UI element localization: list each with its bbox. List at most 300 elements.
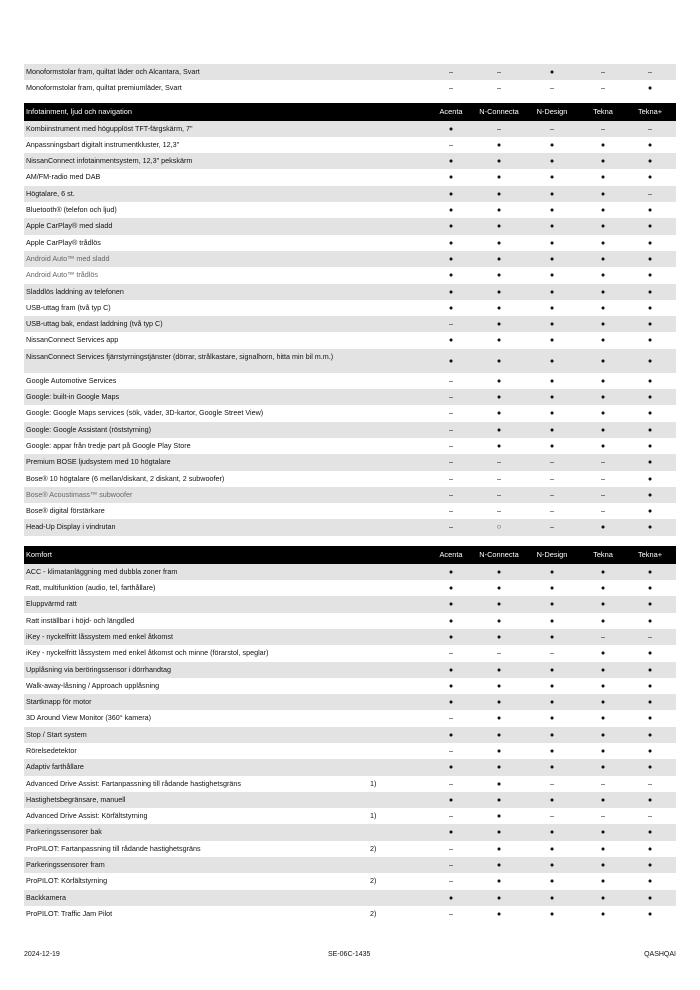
standard-mark: ● bbox=[647, 424, 653, 434]
row-label: Head-Up Display i vindrutan bbox=[26, 522, 116, 532]
not-available-mark: – bbox=[648, 67, 652, 76]
row-label: Google: appar från tredje part på Google Play Store bbox=[26, 440, 191, 450]
standard-mark: ● bbox=[600, 908, 606, 918]
not-available-mark: – bbox=[449, 319, 453, 329]
standard-mark: ● bbox=[647, 375, 653, 385]
standard-mark: ● bbox=[647, 253, 653, 263]
row-label: Google: Google Assistant (röststyrning) bbox=[26, 424, 152, 434]
standard-mark: ● bbox=[448, 172, 454, 182]
footer-date: 2024-12-19 bbox=[24, 951, 60, 958]
not-available-mark: – bbox=[601, 811, 605, 821]
standard-mark: ● bbox=[549, 392, 555, 402]
table-row bbox=[24, 776, 676, 792]
row-label: iKey - nyckelfritt låssystem med enkel åtkomst och minne (förarstol, speglar) bbox=[26, 648, 269, 658]
standard-mark: ● bbox=[549, 876, 555, 886]
standard-mark: ● bbox=[600, 408, 606, 418]
not-available-mark: – bbox=[449, 375, 453, 385]
standard-mark: ● bbox=[448, 237, 454, 247]
not-available-mark: – bbox=[550, 457, 554, 467]
standard-mark: ● bbox=[496, 876, 502, 886]
not-available-mark: – bbox=[449, 83, 453, 93]
table-row bbox=[24, 503, 676, 519]
table-row bbox=[24, 153, 676, 169]
standard-mark: ● bbox=[647, 156, 653, 166]
standard-mark: ● bbox=[448, 205, 454, 215]
standard-mark: ● bbox=[496, 908, 502, 918]
standard-mark: ● bbox=[647, 583, 653, 593]
standard-mark: ● bbox=[647, 713, 653, 723]
standard-mark: ● bbox=[496, 778, 502, 788]
standard-mark: ● bbox=[448, 615, 454, 625]
table-row bbox=[24, 422, 676, 438]
row-label: Android Auto™ med sladd bbox=[26, 253, 110, 263]
standard-mark: ● bbox=[600, 566, 606, 576]
table-row bbox=[24, 824, 676, 840]
row-label: Walk-away-låsning / Approach upplåsning bbox=[26, 680, 160, 690]
table-row bbox=[24, 80, 676, 96]
standard-mark: ● bbox=[549, 583, 555, 593]
standard-mark: ● bbox=[647, 83, 653, 93]
not-available-mark: – bbox=[601, 123, 605, 133]
not-available-mark: – bbox=[497, 473, 501, 483]
standard-mark: ● bbox=[496, 583, 502, 593]
standard-mark: ● bbox=[496, 745, 502, 755]
standard-mark: ● bbox=[600, 713, 606, 723]
section-title: Infotainment, ljud och navigation bbox=[26, 106, 133, 116]
standard-mark: ● bbox=[496, 713, 502, 723]
not-available-mark: – bbox=[449, 843, 453, 853]
row-label: Högtalare, 6 st. bbox=[26, 188, 75, 198]
standard-mark: ● bbox=[549, 270, 555, 280]
standard-mark: ● bbox=[496, 188, 502, 198]
standard-mark: ● bbox=[647, 680, 653, 690]
row-label: Apple CarPlay® med sladd bbox=[26, 221, 113, 231]
standard-mark: ● bbox=[549, 237, 555, 247]
standard-mark: ● bbox=[600, 440, 606, 450]
table-row bbox=[24, 349, 676, 373]
col-n-design: N-Design bbox=[536, 549, 568, 559]
not-available-mark: – bbox=[601, 67, 605, 76]
footnote-ref: 2) bbox=[370, 843, 377, 853]
table-row bbox=[24, 438, 676, 454]
standard-mark: ● bbox=[600, 188, 606, 198]
standard-mark: ● bbox=[496, 172, 502, 182]
table-row bbox=[24, 471, 676, 487]
standard-mark: ● bbox=[496, 566, 502, 576]
row-label: iKey - nyckelfritt låssystem med enkel åtkomst bbox=[26, 631, 173, 641]
standard-mark: ● bbox=[448, 335, 454, 345]
standard-mark: ● bbox=[647, 908, 653, 918]
col-acenta: Acenta bbox=[439, 106, 463, 116]
row-label: Kombiinstrument med högupplöst TFT-färgskärm, 7" bbox=[26, 123, 193, 133]
table-row bbox=[24, 629, 676, 645]
not-available-mark: – bbox=[550, 473, 554, 483]
standard-mark: ● bbox=[600, 876, 606, 886]
row-label: Bose® 10 högtalare (6 mellan/diskant, 2 diskant, 2 subwoofer) bbox=[26, 473, 225, 483]
standard-mark: ● bbox=[647, 440, 653, 450]
standard-mark: ● bbox=[647, 237, 653, 247]
standard-mark: ● bbox=[647, 876, 653, 886]
standard-mark: ● bbox=[549, 827, 555, 837]
not-available-mark: – bbox=[550, 811, 554, 821]
standard-mark: ● bbox=[496, 319, 502, 329]
standard-mark: ● bbox=[600, 794, 606, 804]
not-available-mark: – bbox=[601, 457, 605, 467]
footnote-ref: 2) bbox=[370, 876, 377, 886]
col-tekna: Tekna bbox=[593, 106, 613, 116]
not-available-mark: – bbox=[550, 522, 554, 532]
not-available-mark: – bbox=[449, 860, 453, 870]
table-row bbox=[24, 454, 676, 470]
standard-mark: ● bbox=[448, 827, 454, 837]
row-label: AM/FM-radio med DAB bbox=[26, 172, 101, 182]
not-available-mark: – bbox=[550, 83, 554, 93]
standard-mark: ● bbox=[496, 811, 502, 821]
standard-mark: ● bbox=[600, 697, 606, 707]
standard-mark: ● bbox=[549, 188, 555, 198]
not-available-mark: – bbox=[449, 713, 453, 723]
not-available-mark: – bbox=[497, 67, 501, 76]
table-row bbox=[24, 316, 676, 332]
standard-mark: ● bbox=[496, 892, 502, 902]
standard-mark: ● bbox=[647, 506, 653, 516]
standard-mark: ● bbox=[549, 729, 555, 739]
standard-mark: ● bbox=[496, 680, 502, 690]
standard-mark: ● bbox=[647, 392, 653, 402]
standard-mark: ● bbox=[647, 270, 653, 280]
standard-mark: ● bbox=[448, 583, 454, 593]
standard-mark: ● bbox=[549, 745, 555, 755]
standard-mark: ● bbox=[647, 355, 653, 365]
standard-mark: ● bbox=[448, 664, 454, 674]
standard-mark: ● bbox=[600, 156, 606, 166]
standard-mark: ● bbox=[448, 762, 454, 772]
table-row bbox=[24, 645, 676, 661]
seat-rows bbox=[24, 64, 676, 97]
table-row bbox=[24, 873, 676, 889]
standard-mark: ● bbox=[549, 302, 555, 312]
standard-mark: ● bbox=[600, 319, 606, 329]
standard-mark: ● bbox=[600, 355, 606, 365]
standard-mark: ● bbox=[600, 860, 606, 870]
standard-mark: ● bbox=[496, 794, 502, 804]
standard-mark: ● bbox=[549, 631, 555, 641]
not-available-mark: – bbox=[648, 123, 652, 133]
standard-mark: ● bbox=[600, 172, 606, 182]
not-available-mark: – bbox=[648, 188, 652, 198]
table-row bbox=[24, 841, 676, 857]
standard-mark: ● bbox=[600, 237, 606, 247]
standard-mark: ● bbox=[647, 762, 653, 772]
not-available-mark: – bbox=[497, 83, 501, 93]
not-available-mark: – bbox=[550, 506, 554, 516]
not-available-mark: – bbox=[449, 408, 453, 418]
not-available-mark: – bbox=[497, 123, 501, 133]
standard-mark: ● bbox=[448, 286, 454, 296]
standard-mark: ● bbox=[600, 392, 606, 402]
not-available-mark: – bbox=[449, 139, 453, 149]
standard-mark: ● bbox=[496, 237, 502, 247]
not-available-mark: – bbox=[550, 648, 554, 658]
standard-mark: ● bbox=[549, 375, 555, 385]
table-row bbox=[24, 186, 676, 202]
standard-mark: ● bbox=[600, 648, 606, 658]
standard-mark: ● bbox=[600, 139, 606, 149]
standard-mark: ● bbox=[600, 615, 606, 625]
standard-mark: ● bbox=[549, 319, 555, 329]
standard-mark: ● bbox=[496, 424, 502, 434]
not-available-mark: – bbox=[601, 778, 605, 788]
row-label: Adaptiv farthållare bbox=[26, 762, 84, 772]
table-row bbox=[24, 808, 676, 824]
footnote-ref: 2) bbox=[370, 908, 377, 918]
standard-mark: ● bbox=[496, 302, 502, 312]
row-label: Ratt, multifunktion (audio, tel, farthållare) bbox=[26, 583, 156, 593]
standard-mark: ● bbox=[448, 631, 454, 641]
standard-mark: ● bbox=[549, 697, 555, 707]
row-label: ProPILOT: Körfältstyrning bbox=[26, 876, 108, 886]
standard-mark: ● bbox=[549, 139, 555, 149]
not-available-mark: – bbox=[601, 631, 605, 641]
table-row bbox=[24, 694, 676, 710]
table-row bbox=[24, 487, 676, 503]
standard-mark: ● bbox=[549, 680, 555, 690]
table-row bbox=[24, 64, 676, 80]
col-n-connecta: N-Connecta bbox=[479, 549, 519, 559]
standard-mark: ● bbox=[600, 253, 606, 263]
standard-mark: ● bbox=[549, 599, 555, 609]
standard-mark: ● bbox=[647, 139, 653, 149]
not-available-mark: – bbox=[449, 473, 453, 483]
standard-mark: ● bbox=[549, 205, 555, 215]
standard-mark: ● bbox=[600, 221, 606, 231]
row-label: Rörelsedetektor bbox=[26, 745, 77, 755]
standard-mark: ● bbox=[600, 302, 606, 312]
standard-mark: ● bbox=[448, 729, 454, 739]
standard-mark: ● bbox=[496, 392, 502, 402]
standard-mark: ● bbox=[549, 67, 555, 76]
komfort-rows bbox=[24, 564, 676, 923]
standard-mark: ● bbox=[549, 794, 555, 804]
standard-mark: ● bbox=[600, 583, 606, 593]
standard-mark: ● bbox=[647, 664, 653, 674]
row-label: Advanced Drive Assist: Körfältstyrning bbox=[26, 811, 148, 821]
not-available-mark: – bbox=[497, 506, 501, 516]
standard-mark: ● bbox=[647, 489, 653, 499]
standard-mark: ● bbox=[549, 664, 555, 674]
not-available-mark: – bbox=[449, 392, 453, 402]
col-tekna-plus: Tekna+ bbox=[637, 549, 663, 559]
not-available-mark: – bbox=[497, 489, 501, 499]
standard-mark: ● bbox=[448, 599, 454, 609]
standard-mark: ● bbox=[549, 892, 555, 902]
standard-mark: ● bbox=[549, 762, 555, 772]
section-header-infotainment bbox=[24, 103, 676, 121]
standard-mark: ● bbox=[549, 156, 555, 166]
row-label: NissanConnect infotainmentsystem, 12,3" pekskärm bbox=[26, 156, 193, 166]
standard-mark: ● bbox=[647, 566, 653, 576]
row-label: Startknapp för motor bbox=[26, 697, 92, 707]
standard-mark: ● bbox=[647, 302, 653, 312]
standard-mark: ● bbox=[600, 270, 606, 280]
not-available-mark: – bbox=[601, 473, 605, 483]
row-label: Sladdlös laddning av telefonen bbox=[26, 286, 124, 296]
row-label: Bluetooth® (telefon och ljud) bbox=[26, 205, 117, 215]
standard-mark: ● bbox=[647, 843, 653, 853]
footnote-ref: 1) bbox=[370, 778, 377, 788]
row-label: Ratt inställbar i höjd- och längdled bbox=[26, 615, 135, 625]
standard-mark: ● bbox=[496, 253, 502, 263]
not-available-mark: – bbox=[550, 489, 554, 499]
table-row bbox=[24, 662, 676, 678]
standard-mark: ● bbox=[647, 745, 653, 755]
standard-mark: ● bbox=[496, 270, 502, 280]
row-label: USB-uttag bak, endast laddning (två typ C) bbox=[26, 319, 163, 329]
not-available-mark: – bbox=[449, 745, 453, 755]
standard-mark: ● bbox=[549, 908, 555, 918]
not-available-mark: – bbox=[449, 811, 453, 821]
not-available-mark: – bbox=[497, 457, 501, 467]
standard-mark: ● bbox=[496, 221, 502, 231]
row-label: NissanConnect Services app bbox=[26, 335, 119, 345]
standard-mark: ● bbox=[496, 860, 502, 870]
standard-mark: ● bbox=[448, 566, 454, 576]
table-row bbox=[24, 743, 676, 759]
col-tekna-plus: Tekna+ bbox=[637, 106, 663, 116]
standard-mark: ● bbox=[496, 729, 502, 739]
standard-mark: ● bbox=[647, 408, 653, 418]
standard-mark: ● bbox=[448, 892, 454, 902]
standard-mark: ● bbox=[448, 188, 454, 198]
standard-mark: ● bbox=[647, 892, 653, 902]
not-available-mark: – bbox=[648, 811, 652, 821]
not-available-mark: – bbox=[601, 83, 605, 93]
not-available-mark: – bbox=[648, 778, 652, 788]
standard-mark: ● bbox=[448, 123, 454, 133]
row-label: Monoformstolar fram, quiltat premiumläder, Svart bbox=[26, 83, 182, 93]
standard-mark: ● bbox=[496, 827, 502, 837]
not-available-mark: – bbox=[449, 489, 453, 499]
standard-mark: ● bbox=[448, 253, 454, 263]
standard-mark: ● bbox=[549, 713, 555, 723]
standard-mark: ● bbox=[600, 424, 606, 434]
not-available-mark: – bbox=[550, 123, 554, 133]
standard-mark: ● bbox=[448, 680, 454, 690]
table-row bbox=[24, 267, 676, 283]
standard-mark: ● bbox=[647, 205, 653, 215]
row-label: Upplåsning via beröringssensor i dörrhandtag bbox=[26, 664, 172, 674]
table-row bbox=[24, 235, 676, 251]
standard-mark: ● bbox=[549, 172, 555, 182]
not-available-mark: – bbox=[449, 457, 453, 467]
standard-mark: ● bbox=[600, 522, 606, 532]
table-row bbox=[24, 613, 676, 629]
footnote-ref: 1) bbox=[370, 811, 377, 821]
standard-mark: ● bbox=[549, 843, 555, 853]
standard-mark: ● bbox=[496, 335, 502, 345]
standard-mark: ● bbox=[549, 440, 555, 450]
not-available-mark: – bbox=[550, 778, 554, 788]
row-label: 3D Around View Monitor (360° kamera) bbox=[26, 713, 151, 723]
standard-mark: ● bbox=[496, 375, 502, 385]
standard-mark: ● bbox=[549, 221, 555, 231]
standard-mark: ● bbox=[647, 599, 653, 609]
row-label: ProPILOT: Traffic Jam Pilot bbox=[26, 908, 113, 918]
row-label: Android Auto™ trådlös bbox=[26, 270, 98, 280]
table-row bbox=[24, 332, 676, 348]
not-available-mark: – bbox=[601, 506, 605, 516]
not-available-mark: – bbox=[449, 440, 453, 450]
row-label: Bose® Acoustimass™ subwoofer bbox=[26, 489, 133, 499]
standard-mark: ● bbox=[600, 892, 606, 902]
table-row bbox=[24, 251, 676, 267]
standard-mark: ● bbox=[448, 156, 454, 166]
standard-mark: ● bbox=[647, 697, 653, 707]
standard-mark: ● bbox=[496, 440, 502, 450]
standard-mark: ● bbox=[496, 205, 502, 215]
table-row bbox=[24, 519, 676, 535]
not-available-mark: – bbox=[449, 778, 453, 788]
footer-code: SE-06C-1435 bbox=[328, 951, 371, 958]
standard-mark: ● bbox=[549, 615, 555, 625]
col-n-connecta: N-Connecta bbox=[479, 106, 519, 116]
row-label: Apple CarPlay® trådlös bbox=[26, 237, 101, 247]
row-label: Google: built-in Google Maps bbox=[26, 392, 120, 402]
col-tekna: Tekna bbox=[593, 549, 613, 559]
not-available-mark: – bbox=[449, 67, 453, 76]
standard-mark: ● bbox=[496, 615, 502, 625]
standard-mark: ● bbox=[549, 335, 555, 345]
not-available-mark: – bbox=[449, 876, 453, 886]
row-label: Eluppvärmd ratt bbox=[26, 599, 77, 609]
table-row bbox=[24, 284, 676, 300]
standard-mark: ● bbox=[600, 827, 606, 837]
table-row bbox=[24, 580, 676, 596]
row-label: Stop / Start system bbox=[26, 729, 87, 739]
standard-mark: ● bbox=[496, 843, 502, 853]
not-available-mark: – bbox=[601, 489, 605, 499]
infotainment-rows bbox=[24, 121, 676, 536]
table-row bbox=[24, 564, 676, 580]
standard-mark: ● bbox=[647, 648, 653, 658]
spec-table bbox=[24, 64, 676, 922]
standard-mark: ● bbox=[496, 762, 502, 772]
section-title: Komfort bbox=[26, 549, 52, 559]
standard-mark: ● bbox=[549, 408, 555, 418]
standard-mark: ● bbox=[496, 355, 502, 365]
standard-mark: ● bbox=[496, 286, 502, 296]
standard-mark: ● bbox=[496, 408, 502, 418]
table-row bbox=[24, 202, 676, 218]
standard-mark: ● bbox=[549, 566, 555, 576]
table-row bbox=[24, 596, 676, 612]
row-label: ACC - klimatanläggning med dubbla zoner fram bbox=[26, 566, 178, 576]
row-label: USB-uttag fram (två typ C) bbox=[26, 302, 111, 312]
standard-mark: ● bbox=[647, 615, 653, 625]
standard-mark: ● bbox=[647, 522, 653, 532]
table-row bbox=[24, 727, 676, 743]
standard-mark: ● bbox=[496, 664, 502, 674]
standard-mark: ● bbox=[647, 335, 653, 345]
standard-mark: ● bbox=[600, 205, 606, 215]
standard-mark: ● bbox=[647, 286, 653, 296]
not-available-mark: – bbox=[449, 506, 453, 516]
row-label: Backkamera bbox=[26, 892, 66, 902]
standard-mark: ● bbox=[448, 794, 454, 804]
table-row bbox=[24, 857, 676, 873]
row-label: Advanced Drive Assist: Fartanpassning till rådande hastighetsgräns bbox=[26, 778, 241, 788]
not-available-mark: – bbox=[449, 908, 453, 918]
